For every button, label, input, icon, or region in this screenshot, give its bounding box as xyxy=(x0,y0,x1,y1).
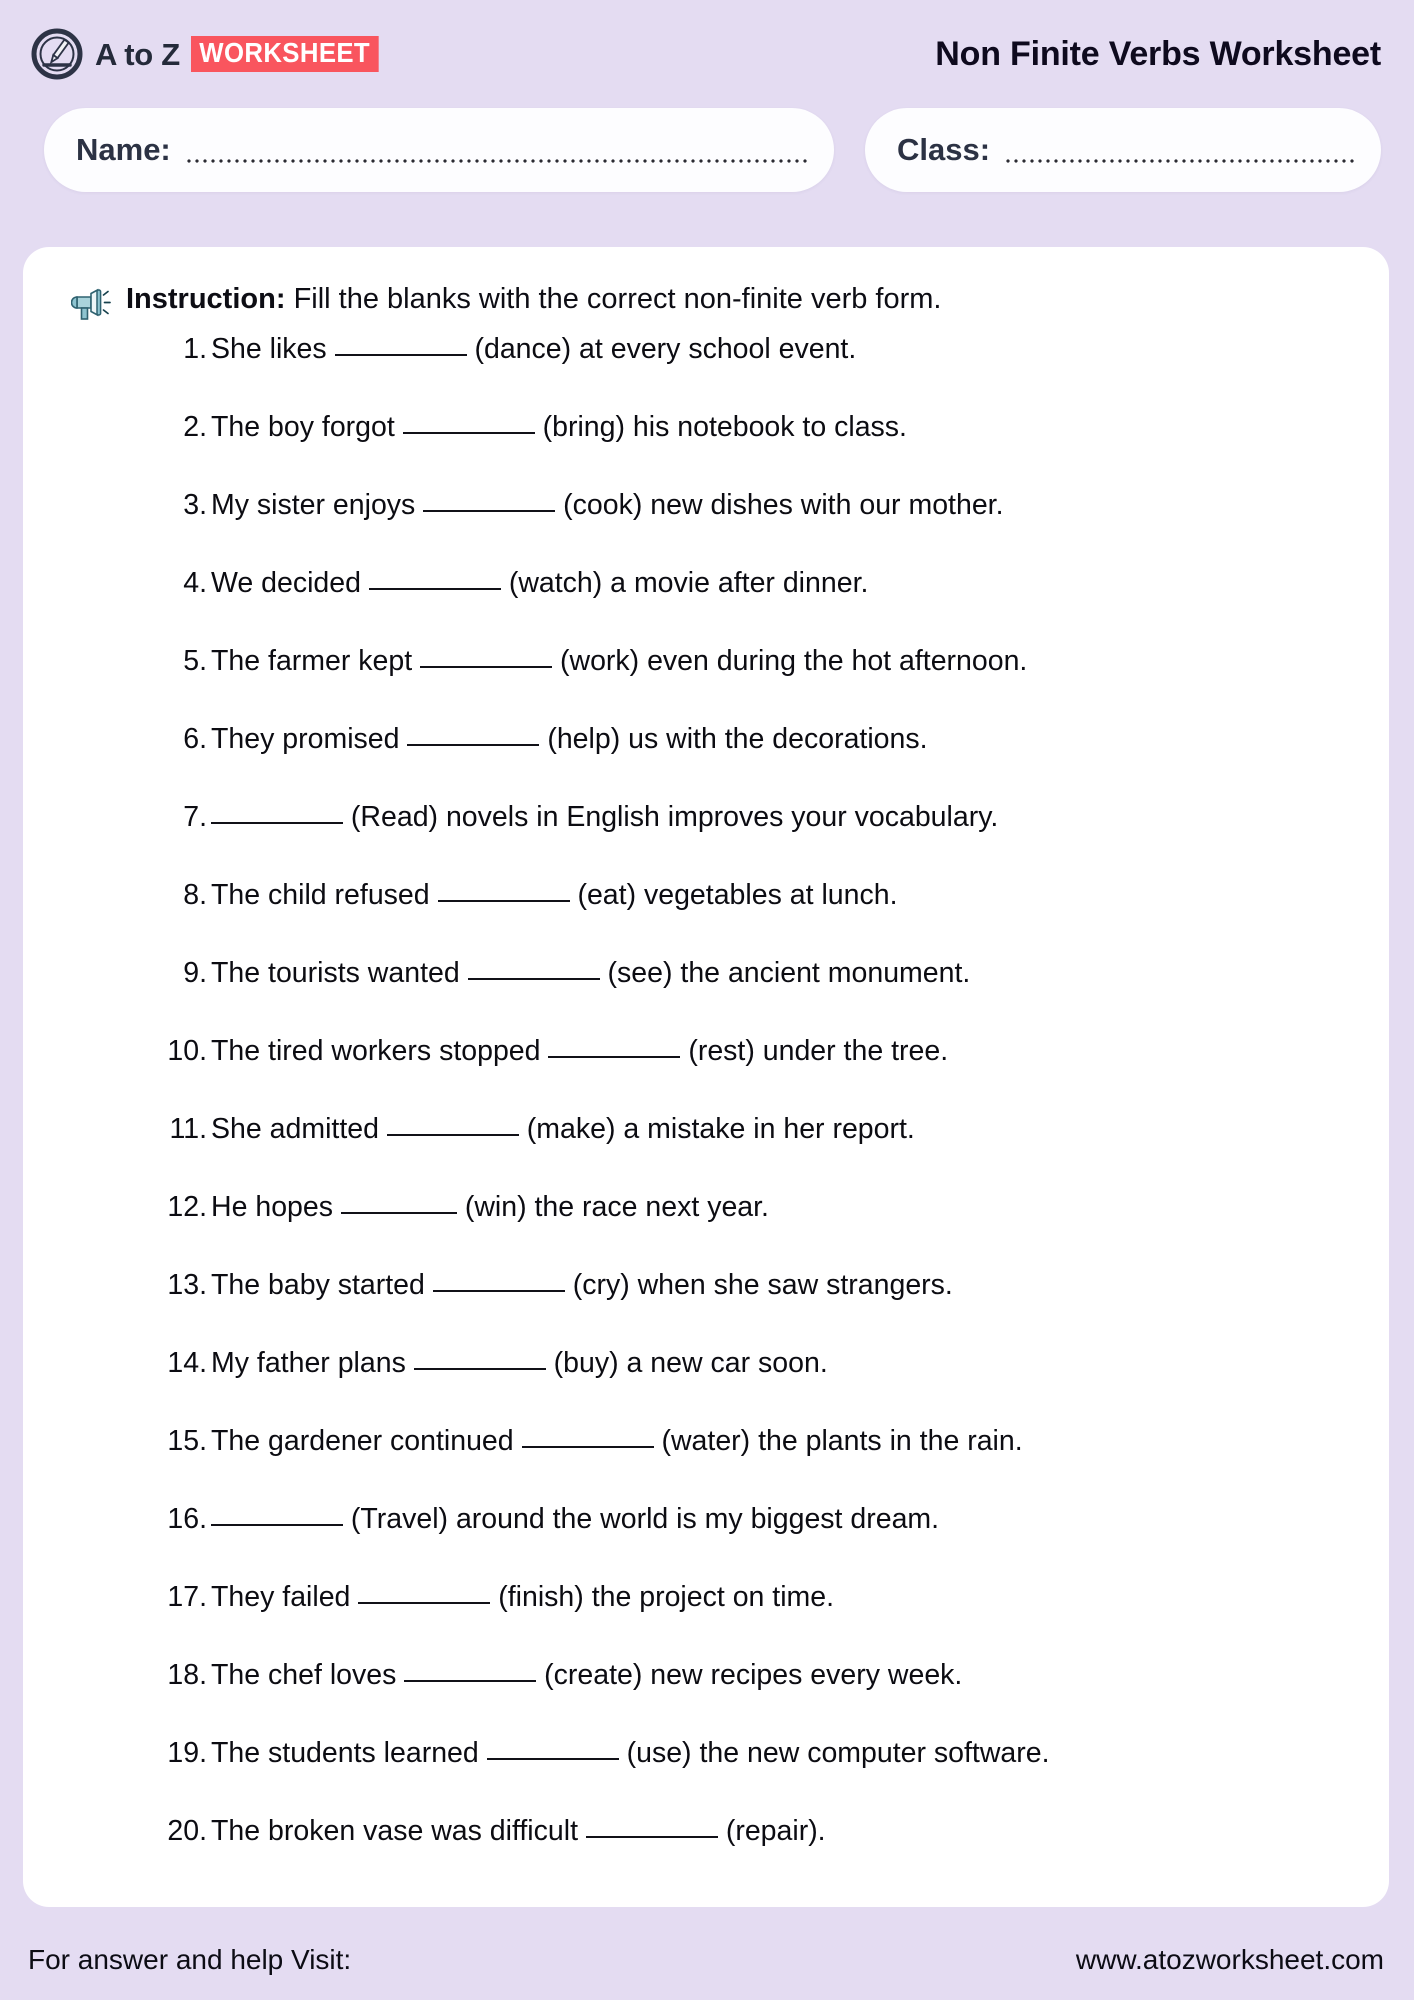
answer-blank[interactable] xyxy=(468,978,600,980)
question-body xyxy=(211,1737,1050,1771)
class-label: Class: xyxy=(897,132,991,167)
question-text-after: (use) the new computer software. xyxy=(618,1737,1050,1769)
answer-blank[interactable] xyxy=(522,1446,654,1448)
question-number: 11. xyxy=(169,1113,207,1145)
question-text-after: (buy) a new car soon. xyxy=(545,1347,828,1379)
question-number: 16. xyxy=(167,1503,207,1535)
answer-blank[interactable] xyxy=(548,1056,680,1058)
worksheet-card xyxy=(23,247,1389,1907)
question-text-after: (water) the plants in the rain. xyxy=(653,1425,1023,1457)
question-body xyxy=(211,333,856,367)
question-text-after: (dance) at every school event. xyxy=(466,333,857,365)
question-number: 15. xyxy=(167,1425,207,1457)
question-body xyxy=(211,1191,769,1225)
question-text-before: We decided xyxy=(211,567,369,599)
question-number: 14. xyxy=(167,1347,207,1379)
question-text-after: (repair). xyxy=(717,1815,826,1847)
instruction-body: Fill the blanks with the correct non-finite verb form. xyxy=(293,283,942,315)
question-text-after: (Travel) around the world is my biggest dream. xyxy=(343,1503,940,1535)
question-body xyxy=(211,957,970,991)
page-title: Non Finite Verbs Worksheet xyxy=(935,34,1381,73)
question-text-before: The baby started xyxy=(211,1269,433,1301)
instruction-text xyxy=(126,279,942,317)
question-text-before: The farmer kept xyxy=(211,645,421,677)
question-item xyxy=(53,333,1359,411)
question-text-after: (cry) when she saw strangers. xyxy=(564,1269,953,1301)
pen-circle-logo-icon xyxy=(30,27,84,81)
question-body xyxy=(211,1347,828,1381)
question-number: 10. xyxy=(167,1035,207,1067)
question-text-after: (rest) under the tree. xyxy=(680,1035,949,1067)
question-body xyxy=(211,1113,915,1147)
footer-help-text: For answer and help Visit: xyxy=(28,1944,352,1975)
question-item xyxy=(53,1581,1359,1659)
question-item xyxy=(53,957,1359,1035)
class-field[interactable] xyxy=(865,108,1381,192)
question-text-before: She admitted xyxy=(211,1113,387,1145)
question-number: 4. xyxy=(183,567,207,599)
question-text-after: (eat) vegetables at lunch. xyxy=(569,879,898,911)
question-body xyxy=(211,489,1004,523)
answer-blank[interactable] xyxy=(369,588,501,590)
question-text-before: The tourists wanted xyxy=(211,957,468,989)
question-text-before: The broken vase was difficult xyxy=(211,1815,586,1847)
question-item xyxy=(53,411,1359,489)
answer-blank[interactable] xyxy=(433,1290,565,1292)
question-item xyxy=(53,723,1359,801)
question-body xyxy=(211,1581,834,1615)
question-number: 19. xyxy=(167,1737,207,1769)
question-item xyxy=(53,1815,1359,1893)
question-number: 8. xyxy=(183,879,207,911)
question-text-after: (win) the race next year. xyxy=(456,1191,769,1223)
question-text-before: The chef loves xyxy=(211,1659,405,1691)
question-item xyxy=(53,1113,1359,1191)
name-input[interactable] xyxy=(185,145,808,167)
answer-blank[interactable] xyxy=(420,666,552,668)
question-text-before: My sister enjoys xyxy=(211,489,424,521)
question-text-before: They failed xyxy=(211,1581,359,1613)
brand-name: A to Z xyxy=(95,36,180,72)
question-item xyxy=(53,1659,1359,1737)
answer-blank[interactable] xyxy=(586,1836,718,1838)
question-text-after: (make) a mistake in her report. xyxy=(518,1113,915,1145)
question-text-before: The boy forgot xyxy=(211,411,403,443)
question-text-after: (watch) a movie after dinner. xyxy=(500,567,869,599)
question-item xyxy=(53,1347,1359,1425)
question-text-before: The child refused xyxy=(211,879,438,911)
question-body xyxy=(211,567,868,601)
question-item xyxy=(53,1425,1359,1503)
question-number: 9. xyxy=(183,957,207,989)
footer-website-link[interactable]: www.atozworksheet.com xyxy=(1075,1944,1384,1975)
question-text-before: She likes xyxy=(211,333,335,365)
question-number: 3. xyxy=(183,489,207,521)
question-text-before: The students learned xyxy=(211,1737,487,1769)
name-label: Name: xyxy=(76,132,171,167)
answer-blank[interactable] xyxy=(211,822,343,824)
answer-blank[interactable] xyxy=(438,900,570,902)
question-number: 2. xyxy=(183,411,207,443)
question-text-before: The gardener continued xyxy=(211,1425,522,1457)
question-text-after: (see) the ancient monument. xyxy=(599,957,971,989)
answer-blank[interactable] xyxy=(404,1680,536,1682)
answer-blank[interactable] xyxy=(403,432,535,434)
question-text-before: The tired workers stopped xyxy=(211,1035,549,1067)
question-text-after: (bring) his notebook to class. xyxy=(534,411,907,443)
answer-blank[interactable] xyxy=(211,1524,343,1526)
question-number: 1. xyxy=(183,333,207,365)
answer-blank[interactable] xyxy=(407,744,539,746)
question-body xyxy=(211,1269,953,1303)
question-item xyxy=(53,1737,1359,1815)
question-body xyxy=(211,1503,939,1537)
name-field[interactable] xyxy=(44,108,834,192)
question-number: 7. xyxy=(183,801,207,833)
answer-blank[interactable] xyxy=(414,1368,546,1370)
answer-blank[interactable] xyxy=(341,1212,457,1214)
question-body xyxy=(211,1425,1023,1459)
megaphone-icon xyxy=(71,281,113,323)
question-text-before: My father plans xyxy=(211,1347,414,1379)
question-text-after: (Read) novels in English improves your vocabulary. xyxy=(343,801,999,833)
question-body xyxy=(211,645,1027,679)
question-text-after: (cook) new dishes with our mother. xyxy=(555,489,1004,521)
answer-blank[interactable] xyxy=(423,510,555,512)
question-body xyxy=(211,1035,948,1069)
instruction-lead: Instruction: xyxy=(126,283,286,315)
question-body xyxy=(211,1815,826,1849)
question-body xyxy=(211,879,898,913)
question-item xyxy=(53,489,1359,567)
question-number: 5. xyxy=(183,645,207,677)
question-body xyxy=(211,801,998,835)
question-body xyxy=(211,1659,962,1693)
brand-logo xyxy=(30,27,394,81)
question-list xyxy=(53,333,1359,1893)
question-item xyxy=(53,1191,1359,1269)
question-text-after: (create) new recipes every week. xyxy=(536,1659,963,1691)
page-footer xyxy=(0,1920,1414,2000)
question-number: 6. xyxy=(183,723,207,755)
question-item xyxy=(53,1269,1359,1347)
question-number: 17. xyxy=(167,1581,207,1613)
class-input[interactable] xyxy=(1004,145,1355,167)
question-item xyxy=(53,801,1359,879)
answer-blank[interactable] xyxy=(335,354,467,356)
question-text-before: He hopes xyxy=(211,1191,341,1223)
question-number: 12. xyxy=(167,1191,207,1223)
student-info-row xyxy=(0,108,1414,192)
answer-blank[interactable] xyxy=(487,1758,619,1760)
brand-tag: WORKSHEET xyxy=(191,36,378,72)
question-item xyxy=(53,879,1359,957)
question-number: 18. xyxy=(167,1659,207,1691)
question-body xyxy=(211,411,907,445)
answer-blank[interactable] xyxy=(358,1602,490,1604)
instruction-row xyxy=(71,279,1359,323)
question-text-after: (finish) the project on time. xyxy=(490,1581,835,1613)
question-text-after: (help) us with the decorations. xyxy=(539,723,928,755)
page-header xyxy=(0,0,1414,108)
question-number: 13. xyxy=(167,1269,207,1301)
question-item xyxy=(53,1035,1359,1113)
question-item xyxy=(53,645,1359,723)
question-text-before: They promised xyxy=(211,723,408,755)
question-text-after: (work) even during the hot afternoon. xyxy=(552,645,1028,677)
question-body xyxy=(211,723,928,757)
question-item xyxy=(53,1503,1359,1581)
question-item xyxy=(53,567,1359,645)
question-number: 20. xyxy=(167,1815,207,1847)
answer-blank[interactable] xyxy=(387,1134,519,1136)
